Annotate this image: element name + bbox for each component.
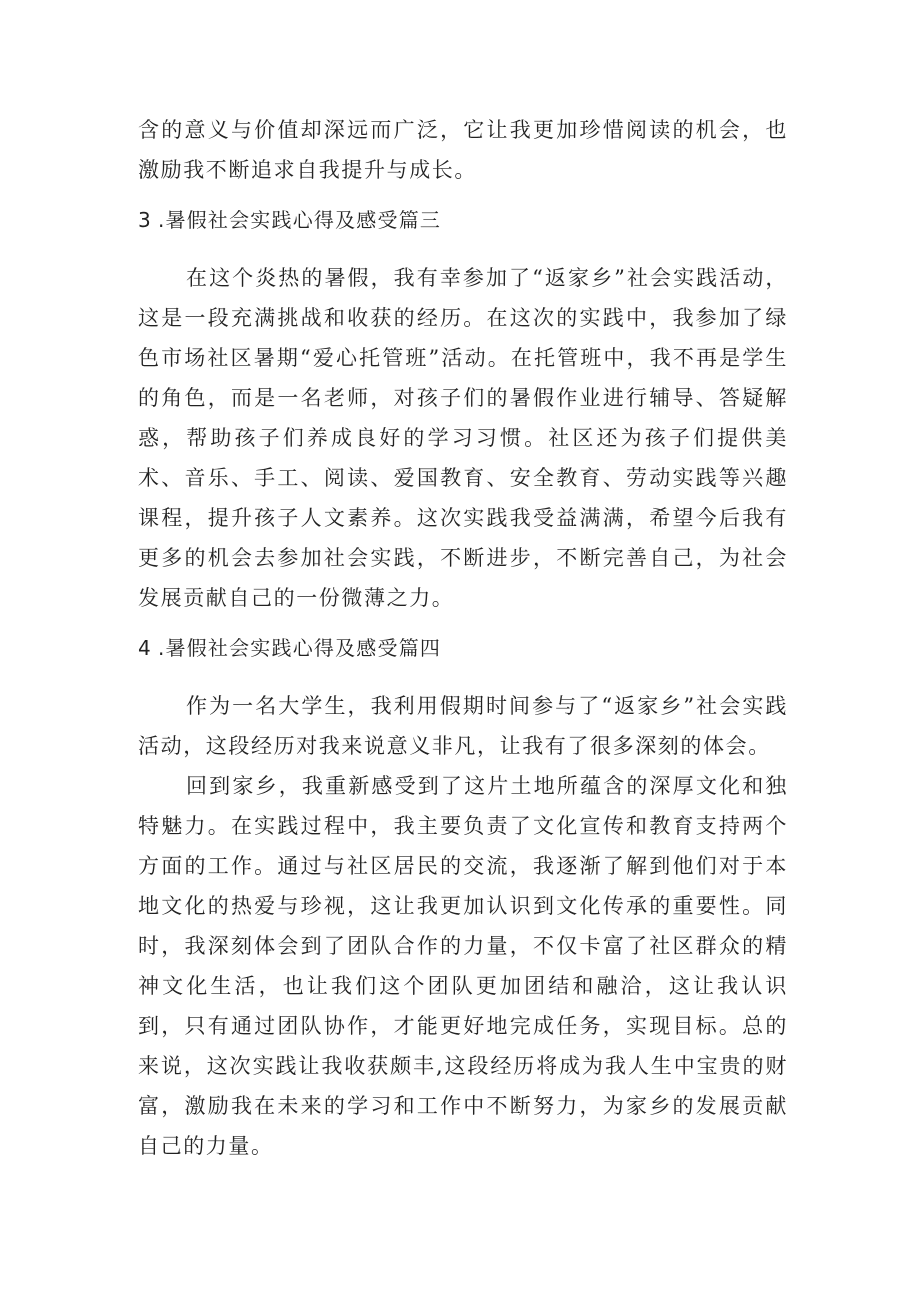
- section-number: 3: [138, 208, 152, 232]
- intro-paragraph: 含的意义与价值却深远而广泛，它让我更加珍惜阅读的机会，也激励我不断追求自我提升与成长。: [138, 118, 788, 182]
- section-4-paragraph-1: 作为一名大学生，我利用假期时间参与了“返家乡”社会实践活动，这段经历对我来说意义非凡，让我有了很多深刻的体会。: [138, 694, 788, 758]
- section-3-paragraph-1: 在这个炎热的暑假，我有幸参加了“返家乡”社会实践活动，这是一段充满挑战和收获的经历。在这次的实践中，我参加了绿色市场社区暑期“爱心托管班”活动。在托管班中，我不再是学生的角色，而是一名老师，对孩子们的暑假作业进行辅导、答疑解惑，帮助孩子们养成良好的学习习惯。社区还为孩子们提供美术、音乐、手工、阅读、爱国教育、安全教育、劳动实践等兴趣课程，提升孩子人文素养。这次实践我受益满满，希望今后我有更多的机会去参加社会实践，不断进步，不断完善自己，为社会发展贡献自己的一份微薄之力。: [138, 266, 788, 610]
- section-number: 4: [138, 636, 152, 660]
- section-heading-4: [138, 628, 788, 686]
- document-body: [138, 110, 788, 1166]
- section-4-paragraph-2: 回到家乡，我重新感受到了这片土地所蕴含的深厚文化和独特魅力。在实践过程中，我主要负责了文化宣传和教育支持两个方面的工作。通过与社区居民的交流，我逐渐了解到他们对于本地文化的热爱与珍视，这让我更加认识到文化传承的重要性。同时，我深刻体会到了团队合作的力量，不仅卡富了社区群众的精神文化生活，也让我们这个团队更加团结和融洽，这让我认识到，只有通过团队协作，才能更好地完成任务，实现目标。总的来说，这次实践让我收获颇丰,这段经历将成为我人生中宝贵的财富，激励我在未来的学习和工作中不断努力，为家乡的发展贡献自己的力量。: [138, 774, 788, 1158]
- section-heading-3: [138, 200, 788, 258]
- section-title: .暑假社会实践心得及感受篇四: [157, 636, 442, 660]
- section-title: .暑假社会实践心得及感受篇三: [157, 208, 442, 232]
